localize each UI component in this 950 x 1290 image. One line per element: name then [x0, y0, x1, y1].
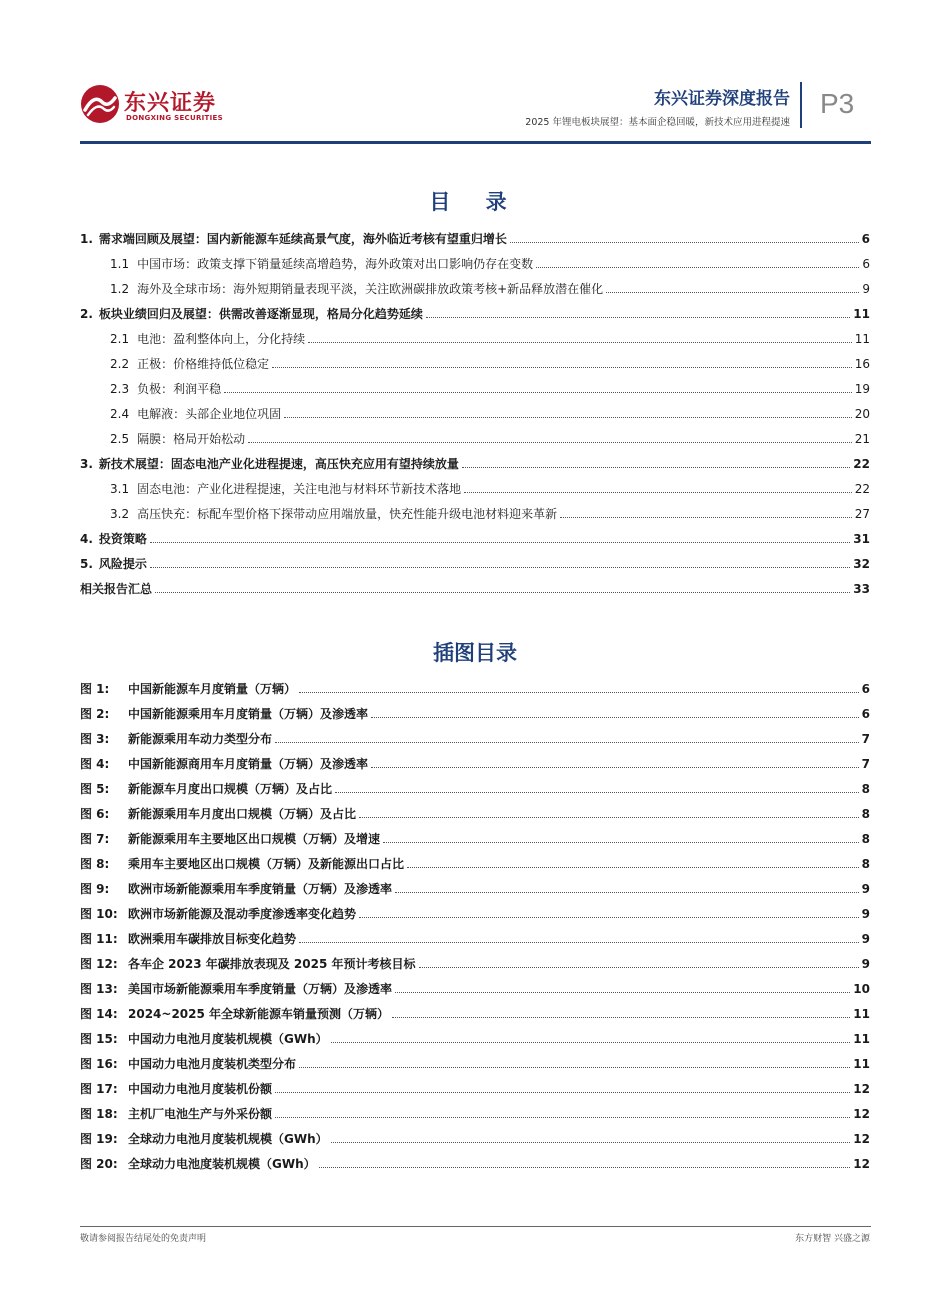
toc-entry-title: 海外及全球市场：海外短期销量表现平淡，关注欧洲碳排放政策考核+新品释放潜在催化 [137, 282, 604, 296]
toc-entry-title: 相关报告汇总 [80, 582, 153, 596]
logo-english-name: DONGXING SECURITIES [126, 114, 223, 122]
toc-leader-dots [335, 792, 859, 793]
toc-entry[interactable] [80, 276, 870, 301]
toc-leader-dots [510, 242, 859, 243]
toc-entry-page: 20 [854, 406, 870, 421]
toc-leader-dots [383, 842, 859, 843]
footer-rule [80, 1226, 871, 1227]
toc-entry[interactable] [80, 501, 870, 526]
figure-entry-label: 图 17: [80, 1082, 118, 1096]
figure-entry-title: 中国新能源商用车月度销量（万辆）及渗透率 [128, 757, 369, 771]
toc-entry[interactable] [80, 226, 870, 251]
toc-leader-dots [419, 967, 859, 968]
figure-entry-title: 2024~2025 年全球新能源车销量预测（万辆） [128, 1007, 390, 1021]
figure-entry-page: 8 [861, 856, 870, 871]
figure-entry-title: 全球动力电池度装机规模（GWh） [128, 1157, 316, 1171]
toc-entry-page: 11 [854, 331, 870, 346]
report-subtitle: 2025 年锂电板块展望：基本面企稳回暖，新技术应用进程提速 [525, 117, 790, 128]
toc-leader-dots [308, 342, 852, 343]
toc-entry[interactable] [80, 401, 870, 426]
toc-leader-dots [155, 592, 850, 593]
toc-entry-title: 电池：盈利整体向上，分化持续 [137, 332, 306, 346]
figure-entry[interactable] [80, 1001, 870, 1026]
toc-leader-dots [275, 1117, 850, 1118]
toc-entry-title: 隔膜：格局开始松动 [137, 432, 246, 446]
toc-entry-title: 风险提示 [98, 557, 147, 571]
toc-leader-dots [248, 442, 852, 443]
header-divider [800, 82, 802, 128]
toc-entry-title: 高压快充：标配车型价格下探带动应用端放量，快充性能升级电池材料迎来革新 [137, 507, 558, 521]
figure-entry-page: 9 [861, 881, 870, 896]
toc-entry-page: 9 [862, 281, 870, 296]
toc-entry-number: 4. [80, 531, 93, 546]
figure-entry-page: 11 [853, 1056, 870, 1071]
figure-entry-title: 欧洲市场新能源乘用车季度销量（万辆）及渗透率 [128, 882, 393, 896]
figure-entry[interactable] [80, 751, 870, 776]
toc-entry[interactable] [80, 376, 870, 401]
toc-leader-dots [299, 692, 859, 693]
figure-entry-title: 中国新能源车月度销量（万辆） [128, 682, 297, 696]
toc-entry[interactable] [80, 426, 870, 451]
toc-entry-number: 2.5 [110, 431, 130, 446]
figure-entry-label: 图 4: [80, 757, 110, 771]
figure-entry-title: 乘用车主要地区出口规模（万辆）及新能源出口占比 [128, 857, 405, 871]
toc-entry-page: 16 [854, 356, 870, 371]
figure-entry-label: 图 1: [80, 682, 110, 696]
toc-entry-number: 2. [80, 306, 93, 321]
figures-title: 插图目录 [433, 641, 517, 665]
figure-entry[interactable] [80, 726, 870, 751]
toc-entry-page: 22 [853, 456, 870, 471]
figure-entry-page: 7 [861, 731, 870, 746]
figure-entry-title: 主机厂电池生产与外采份额 [128, 1107, 273, 1121]
toc-entry-page: 21 [854, 431, 870, 446]
toc-entry-number: 1. [80, 231, 93, 246]
toc-leader-dots [224, 392, 852, 393]
figure-entry-label: 图 6: [80, 807, 110, 821]
toc-entry-page: 32 [853, 556, 870, 571]
toc-leader-dots [299, 942, 859, 943]
toc-leader-dots [284, 417, 852, 418]
figure-entry-page: 12 [853, 1131, 870, 1146]
toc-entry-title: 投资策略 [98, 532, 147, 546]
figure-entry[interactable] [80, 1026, 870, 1051]
toc-leader-dots [359, 917, 859, 918]
toc-leader-dots [392, 1017, 850, 1018]
figure-entry-page: 12 [853, 1106, 870, 1121]
figure-entry-title: 美国市场新能源乘用车季度销量（万辆）及渗透率 [128, 982, 393, 996]
toc-entry-number: 3. [80, 456, 93, 471]
figure-entry-page: 6 [861, 681, 870, 696]
figure-entry-label: 图 15: [80, 1032, 118, 1046]
toc-entry-number: 1.1 [110, 256, 130, 271]
toc-entry-page: 33 [853, 581, 870, 596]
company-logo [80, 80, 240, 130]
figure-entry-title: 各车企 2023 年碳排放表现及 2025 年预计考核目标 [128, 957, 416, 971]
figure-entry-title: 新能源乘用车动力类型分布 [128, 732, 273, 746]
toc-entry[interactable] [80, 301, 870, 326]
figure-entry-title: 中国动力电池月度装机份额 [128, 1082, 273, 1096]
toc-leader-dots [462, 467, 850, 468]
figure-entry-title: 欧洲市场新能源及混动季度渗透率变化趋势 [128, 907, 357, 921]
toc-title: 目 录 [429, 190, 521, 214]
toc-leader-dots [272, 367, 852, 368]
toc-leader-dots [331, 1142, 851, 1143]
toc-entry-number: 2.3 [110, 381, 130, 396]
figure-entry-page: 8 [861, 806, 870, 821]
toc-leader-dots [371, 767, 859, 768]
toc-entry-number: 2.4 [110, 406, 130, 421]
figure-entry-label: 图 20: [80, 1157, 118, 1171]
figure-entry-label: 图 19: [80, 1132, 118, 1146]
figure-entry-label: 图 14: [80, 1007, 118, 1021]
toc-entry-number: 2.2 [110, 356, 130, 371]
figure-entry-label: 图 16: [80, 1057, 118, 1071]
toc-entry[interactable] [80, 451, 870, 476]
figure-entry[interactable] [80, 951, 870, 976]
figure-entry[interactable] [80, 701, 870, 726]
figure-entry-label: 图 11: [80, 932, 118, 946]
figure-entry-title: 全球动力电池月度装机规模（GWh） [128, 1132, 328, 1146]
figure-entry[interactable] [80, 926, 870, 951]
figure-entry-label: 图 2: [80, 707, 110, 721]
toc-entry-title: 中国市场：政策支撑下销量延续高增趋势，海外政策对出口影响仍存在变数 [137, 257, 534, 271]
figure-entry-page: 9 [861, 906, 870, 921]
figure-entry[interactable] [80, 1126, 870, 1151]
figure-entry-page: 8 [861, 831, 870, 846]
logo-chinese-name: 东兴证券 [124, 91, 217, 116]
table-of-contents [80, 226, 870, 601]
figure-entry-page: 6 [861, 706, 870, 721]
toc-entry-page: 6 [861, 231, 870, 246]
toc-leader-dots [150, 542, 850, 543]
toc-entry-page: 31 [853, 531, 870, 546]
figure-entry-title: 新能源车月度出口规模（万辆）及占比 [128, 782, 333, 796]
page-number: P3 [820, 88, 855, 119]
toc-entry-number: 2.1 [110, 331, 130, 346]
toc-entry-number: 5. [80, 556, 93, 571]
toc-entry-title: 板块业绩回归及展望：供需改善逐渐显现，格局分化趋势延续 [98, 307, 423, 321]
figure-entry[interactable] [80, 801, 870, 826]
toc-leader-dots [275, 1092, 850, 1093]
toc-leader-dots [331, 1042, 851, 1043]
figure-entry-page: 7 [861, 756, 870, 771]
figure-entry-label: 图 8: [80, 857, 110, 871]
toc-entry-number: 1.2 [110, 281, 130, 296]
toc-entry-title: 新技术展望：固态电池产业化进程提速，高压快充应用有望持续放量 [98, 457, 459, 471]
report-type: 东兴证券深度报告 [654, 89, 790, 109]
toc-leader-dots [426, 317, 850, 318]
figure-entry[interactable] [80, 976, 870, 1001]
figure-entry[interactable] [80, 1151, 870, 1176]
toc-leader-dots [150, 567, 850, 568]
figure-entry-page: 8 [861, 781, 870, 796]
figure-entry-page: 12 [853, 1156, 870, 1171]
toc-leader-dots [371, 717, 859, 718]
figure-entry[interactable] [80, 1076, 870, 1101]
toc-leader-dots [407, 867, 859, 868]
figure-list [80, 676, 870, 1176]
figure-entry-label: 图 18: [80, 1107, 118, 1121]
toc-entry-number: 3.1 [110, 481, 130, 496]
figure-entry[interactable] [80, 901, 870, 926]
figure-entry-title: 欧洲乘用车碳排放目标变化趋势 [128, 932, 297, 946]
figure-entry[interactable] [80, 826, 870, 851]
toc-entry-page: 11 [853, 306, 870, 321]
figure-entry-label: 图 12: [80, 957, 118, 971]
toc-leader-dots [464, 492, 852, 493]
toc-leader-dots [606, 292, 859, 293]
figure-entry-label: 图 3: [80, 732, 110, 746]
header-rule [80, 141, 871, 144]
toc-leader-dots [536, 267, 859, 268]
figure-entry-label: 图 7: [80, 832, 110, 846]
toc-entry-title: 负极：利润平稳 [137, 382, 222, 396]
toc-entry[interactable] [80, 551, 870, 576]
footer-disclaimer: 敬请参阅报告结尾处的免责声明 [80, 1234, 207, 1244]
figure-entry-title: 中国动力电池月度装机规模（GWh） [128, 1032, 328, 1046]
figure-entry-title: 中国动力电池月度装机类型分布 [128, 1057, 297, 1071]
toc-entry[interactable] [80, 251, 870, 276]
toc-entry[interactable] [80, 476, 870, 501]
toc-entry[interactable] [80, 576, 870, 601]
figure-entry-label: 图 5: [80, 782, 110, 796]
figure-entry-title: 中国新能源乘用车月度销量（万辆）及渗透率 [128, 707, 369, 721]
footer-slogan: 东方财智 兴盛之源 [795, 1234, 870, 1244]
dongxing-logo-icon [80, 84, 120, 124]
toc-leader-dots [319, 1167, 851, 1168]
toc-leader-dots [560, 517, 852, 518]
figure-entry-page: 10 [853, 981, 870, 996]
figure-entry[interactable] [80, 1051, 870, 1076]
toc-leader-dots [359, 817, 859, 818]
figure-entry[interactable] [80, 851, 870, 876]
toc-entry[interactable] [80, 326, 870, 351]
figure-entry-label: 图 10: [80, 907, 118, 921]
toc-entry-page: 22 [854, 481, 870, 496]
figure-entry[interactable] [80, 876, 870, 901]
figure-entry-label: 图 9: [80, 882, 110, 896]
toc-entry-number: 3.2 [110, 506, 130, 521]
toc-entry-page: 19 [854, 381, 870, 396]
toc-entry-title: 需求端回顾及展望：国内新能源车延续高景气度，海外临近考核有望重归增长 [98, 232, 507, 246]
figure-entry-label: 图 13: [80, 982, 118, 996]
figure-entry-page: 12 [853, 1081, 870, 1096]
toc-entry-page: 6 [862, 256, 870, 271]
figure-entry-title: 新能源乘用车月度出口规模（万辆）及占比 [128, 807, 357, 821]
toc-entry[interactable] [80, 526, 870, 551]
toc-entry-title: 固态电池：产业化进程提速，关注电池与材料环节新技术落地 [137, 482, 462, 496]
toc-entry[interactable] [80, 351, 870, 376]
figure-entry-page: 9 [861, 931, 870, 946]
toc-leader-dots [275, 742, 859, 743]
figure-entry[interactable] [80, 1101, 870, 1126]
figure-entry-page: 11 [853, 1031, 870, 1046]
toc-entry-title: 电解液：头部企业地位巩固 [137, 407, 282, 421]
figure-entry-title: 新能源乘用车主要地区出口规模（万辆）及增速 [128, 832, 381, 846]
toc-entry-title: 正极：价格维持低位稳定 [137, 357, 270, 371]
figure-entry-page: 9 [861, 956, 870, 971]
page-header [0, 0, 950, 150]
toc-leader-dots [395, 992, 850, 993]
figure-entry[interactable] [80, 676, 870, 701]
toc-leader-dots [395, 892, 859, 893]
figure-entry[interactable] [80, 776, 870, 801]
figure-entry-page: 11 [853, 1006, 870, 1021]
toc-entry-page: 27 [854, 506, 870, 521]
toc-leader-dots [299, 1067, 850, 1068]
